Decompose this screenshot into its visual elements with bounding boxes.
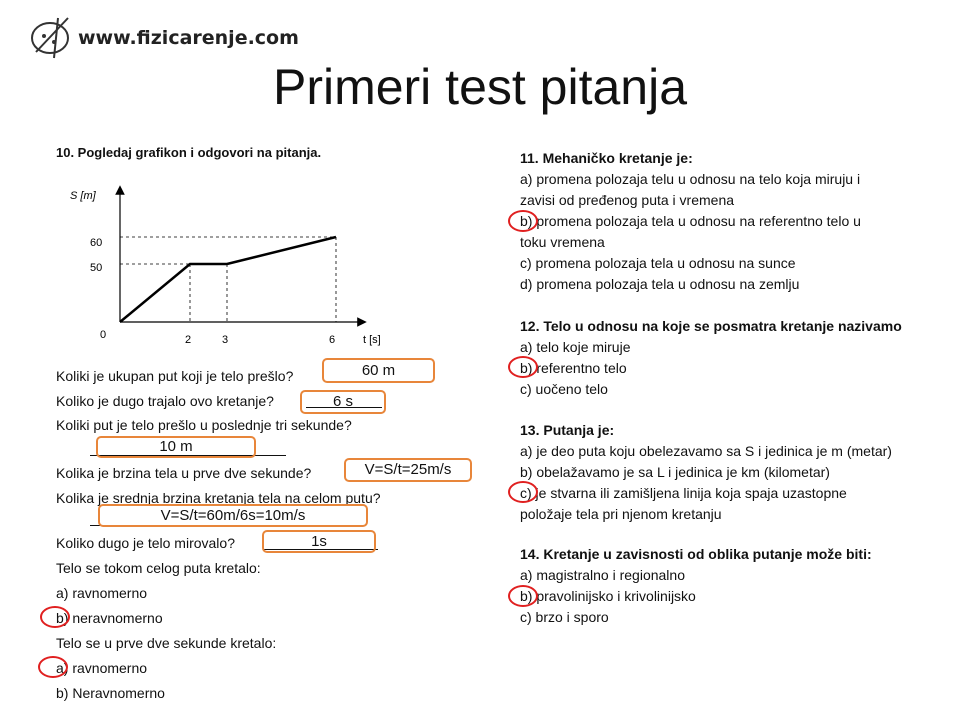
q12-heading: 12. Telo u odnosu na koje se posmatra kretanje nazivamo xyxy=(520,318,902,334)
q12-line: b) referentno telo xyxy=(520,360,627,376)
q12-line: a) telo koje miruje xyxy=(520,339,631,355)
q10-question-8: Telo se u prve dve sekunde kretalo: xyxy=(56,635,277,651)
q14-line: b) pravolinijsko i krivolinijsko xyxy=(520,588,696,604)
logo-text[interactable]: www.fizicarenje.com xyxy=(78,27,299,49)
q11-heading: 11. Mehaničko kretanje je: xyxy=(520,150,693,166)
q10-option-8a: a) ravnomerno xyxy=(56,660,148,676)
q10-question-2: Koliko je dugo trajalo ovo kretanje? xyxy=(56,393,274,409)
q14-heading: 14. Kretanje u zavisnosti od oblika putanje može biti: xyxy=(520,546,872,562)
distance-time-graph xyxy=(60,180,400,350)
q10-question-6: Koliko dugo je telo mirovalo? xyxy=(56,535,235,551)
q11-line: zavisi od pređenog puta i vremena xyxy=(520,192,735,208)
selected-answer-circle xyxy=(508,481,538,503)
q12-line: c) uočeno telo xyxy=(520,381,608,397)
q11-line: toku vremena xyxy=(520,234,605,250)
answer-1: 60 m xyxy=(322,358,435,383)
answer-6: 1s xyxy=(262,530,376,553)
selected-answer-circle xyxy=(508,356,538,378)
selected-answer-circle xyxy=(40,606,70,628)
selected-answer-circle xyxy=(508,210,538,232)
x-tick-2: 2 xyxy=(185,334,192,346)
x-tick-6: 6 xyxy=(329,334,336,346)
q11-line: b) promena polozaja tela u odnosu na referentno telo u xyxy=(520,213,861,229)
q11-line: c) promena polozaja tela u odnosu na sunce xyxy=(520,255,796,271)
q13-line: položaje tela pri njenom kretanju xyxy=(520,506,722,522)
y-tick-50: 50 xyxy=(90,262,103,274)
answer-5: V=S/t=60m/6s=10m/s xyxy=(98,504,368,527)
q11-line: a) promena polozaja telu u odnosu na telo koja miruju i xyxy=(520,171,861,187)
q10-question-1: Koliki je ukupan put koji je telo prešlo? xyxy=(56,368,294,384)
x-axis-label: t [s] xyxy=(363,334,381,346)
q14-line: a) magistralno i regionalno xyxy=(520,567,685,583)
q10-option-8b: b) Neravnomerno xyxy=(56,685,165,701)
selected-answer-circle xyxy=(508,585,538,607)
logo-icon xyxy=(28,12,78,62)
y-tick-60: 60 xyxy=(90,237,103,249)
y-axis-label: S [m] xyxy=(70,190,96,202)
q10-question-3: Koliki put je telo prešlo u poslednje tri sekunde? xyxy=(56,417,352,433)
origin-label: 0 xyxy=(100,329,107,341)
q14-line: c) brzo i sporo xyxy=(520,609,609,625)
q13-heading: 13. Putanja je: xyxy=(520,422,615,438)
q10-heading: 10. Pogledaj grafikon i odgovori na pitanja. xyxy=(56,145,322,160)
q13-line: c) je stvarna ili zamišljena linija koja spaja uzastopne xyxy=(520,485,847,501)
answer-4: V=S/t=25m/s xyxy=(344,458,472,482)
q10-question-7: Telo se tokom celog puta kretalo: xyxy=(56,560,261,576)
q10-question-5: Kolika je srednja brzina kretanja tela na celom putu? xyxy=(56,490,381,506)
q10-question-4: Kolika je brzina tela u prve dve sekunde? xyxy=(56,465,312,481)
selected-answer-circle xyxy=(38,656,68,678)
x-tick-3: 3 xyxy=(222,334,229,346)
graph-line xyxy=(120,237,336,322)
q10-option-7b: b) neravnomerno xyxy=(56,610,163,626)
q10-option-7a: a) ravnomerno xyxy=(56,585,148,601)
answer-2: 6 s xyxy=(300,390,386,414)
q13-line: a) je deo puta koju obelezavamo sa S i jedinica je m (metar) xyxy=(520,443,892,459)
q11-line: d) promena polozaja tela u odnosu na zemlju xyxy=(520,276,800,292)
q13-line: b) obelažavamo je sa L i jedinica je km (kilometar) xyxy=(520,464,830,480)
answer-3: 10 m xyxy=(96,436,256,458)
logo xyxy=(28,12,78,62)
page-title: Primeri test pitanja xyxy=(272,59,688,115)
